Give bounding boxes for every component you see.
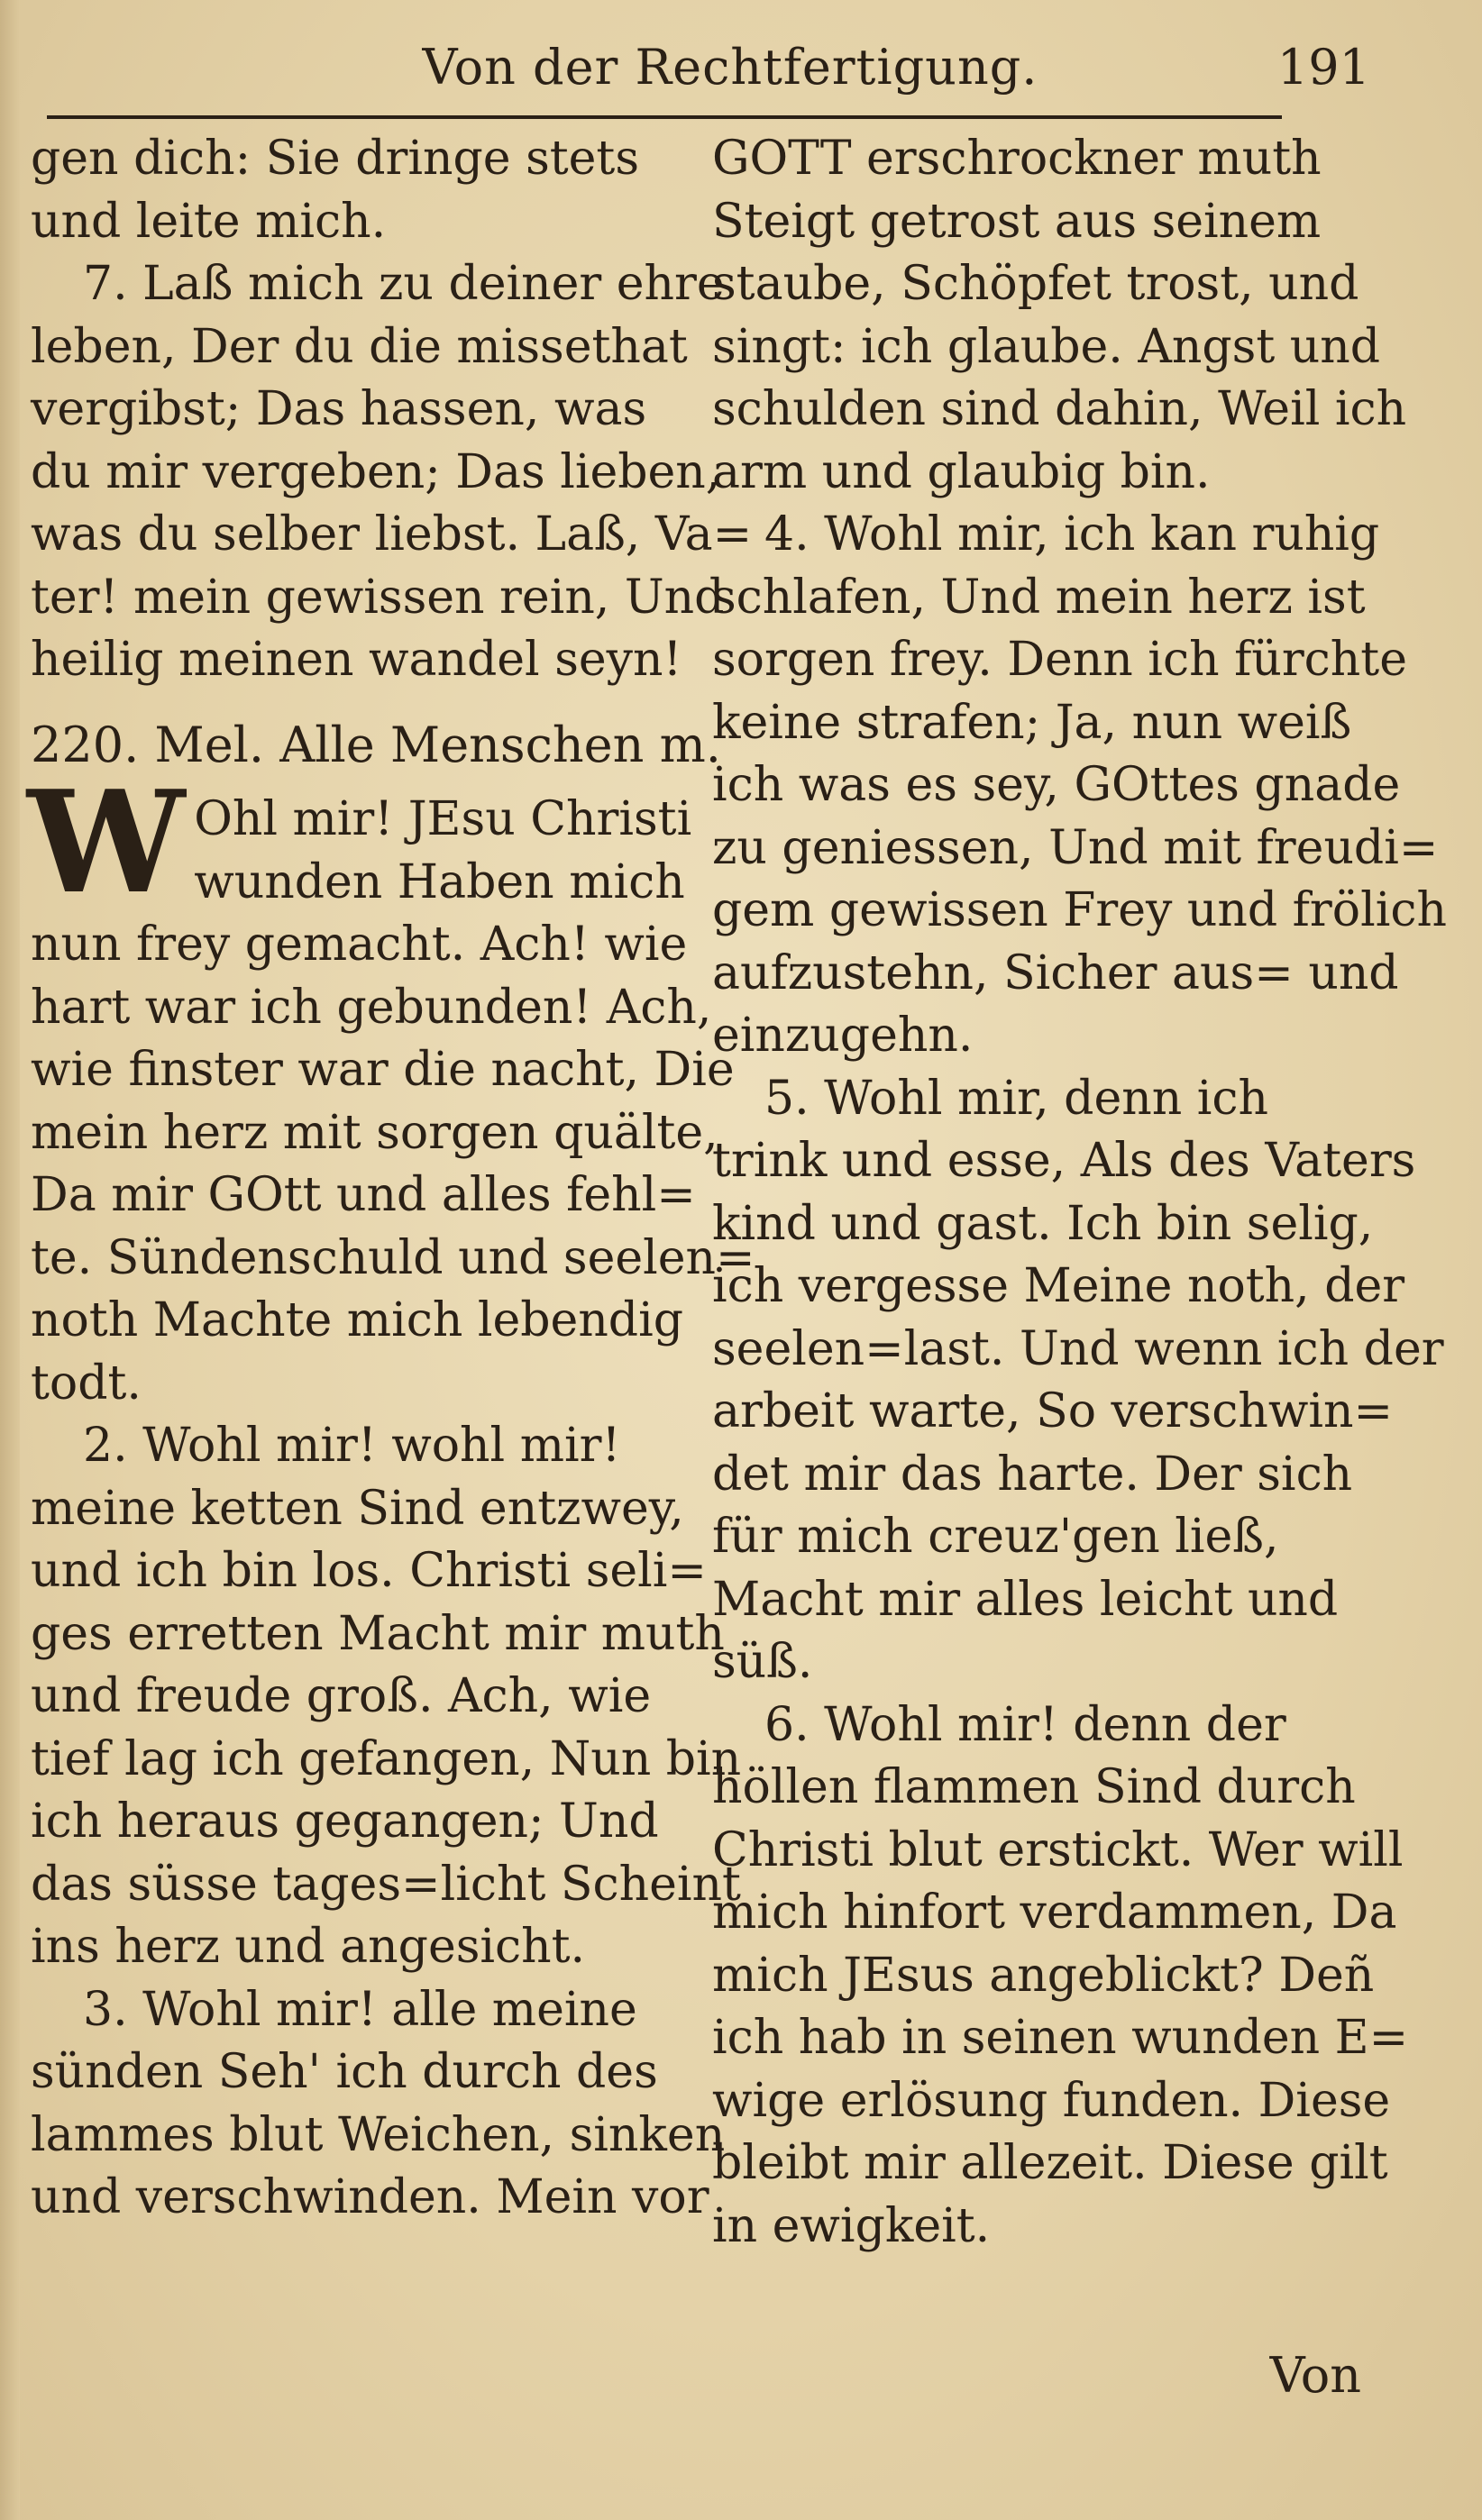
text-line: schulden sind dahin, Weil ich <box>712 382 1407 436</box>
text-line: singt: ich glaube. Angst und <box>712 319 1381 374</box>
text-line: einzugehn. <box>712 1009 974 1063</box>
text-line: aufzustehn, Sicher aus= und <box>712 945 1399 1000</box>
text-line: das süsse tages=licht Scheint <box>31 1857 741 1912</box>
text-line: hart war ich gebunden! Ach, <box>31 980 712 1035</box>
text-line: leben, Der du die missethat <box>31 319 688 374</box>
verse-4-line: 4. Wohl mir, ich kan ruhig <box>764 507 1380 562</box>
running-title: Von der Rechtfertigung. <box>422 39 1038 96</box>
verse-2-line: 2. Wohl mir! wohl mir! <box>83 1419 621 1473</box>
text-line: höllen flammen Sind durch <box>712 1760 1356 1814</box>
verse-3-line: 3. Wohl mir! alle meine <box>83 1982 637 2037</box>
text-line: mich hinfort verdammen, Da <box>712 1885 1397 1940</box>
catchword: Von <box>1269 2347 1361 2404</box>
left-column <box>27 128 755 2230</box>
text-line: Steigt getrost aus seinem <box>712 194 1322 249</box>
text-line: trink und esse, Als des Vaters <box>712 1134 1416 1188</box>
verse-7-line: 7. Laß mich zu deiner ehre <box>83 257 725 311</box>
text-line: bleibt mir allezeit. Diese gilt <box>712 2136 1388 2190</box>
text-line: GOTT erschrockner muth <box>712 132 1322 186</box>
text-line: sünden Seh' ich durch des <box>31 2045 658 2099</box>
text-line: und verschwinden. Mein vor <box>31 2170 709 2224</box>
page-number: 191 <box>1276 39 1370 96</box>
text-line: ich hab in seinen wunden E= <box>712 2011 1409 2065</box>
text-line: todt. <box>31 1356 142 1411</box>
text-line: ich vergesse Meine noth, der <box>712 1259 1405 1313</box>
text-line: ter! mein gewissen rein, Und <box>31 570 725 625</box>
text-line: und ich bin los. Christi seli= <box>31 1544 707 1598</box>
text-line: te. Sündenschuld und seelen= <box>31 1230 755 1285</box>
text-line: gen dich: Sie dringe stets <box>31 132 640 186</box>
text-line: ich was es sey, GOttes gnade <box>712 758 1401 812</box>
text-line: ges erretten Macht mir muth <box>31 1606 725 1661</box>
text-line: Da mir GOtt und alles fehl= <box>31 1168 696 1222</box>
text-line: wige erlösung funden. Diese <box>712 2073 1391 2128</box>
text-line: zu geniessen, Und mit freudi= <box>712 820 1439 875</box>
text-line: was du selber liebst. Laß, Va= <box>31 507 753 562</box>
text-line: sorgen frey. Denn ich fürchte <box>712 633 1407 687</box>
text-line: noth Machte mich lebendig <box>31 1293 684 1347</box>
text-line: Ohl mir! JEsu Christi <box>194 792 692 846</box>
text-line: tief lag ich gefangen, Nun bin <box>31 1731 742 1786</box>
right-column <box>712 128 1447 2258</box>
text-line: meine ketten Sind entzwey, <box>31 1481 684 1536</box>
text-line: und freude groß. Ach, wie <box>31 1669 652 1723</box>
text-line: wunden Haben mich <box>194 854 685 909</box>
text-line: ins herz und angesicht. <box>31 1920 586 1974</box>
text-line: arbeit warte, So verschwin= <box>712 1384 1394 1438</box>
text-line: nun frey gemacht. Ach! wie <box>31 918 688 972</box>
text-line: kind und gast. Ich bin selig, <box>712 1196 1374 1251</box>
text-line: in ewigkeit. <box>712 2198 991 2253</box>
drop-cap: W <box>27 760 186 925</box>
text-line: wie finster war die nacht, Die <box>31 1043 735 1097</box>
text-line: ich heraus gegangen; Und <box>31 1794 659 1849</box>
verse-5-line: 5. Wohl mir, denn ich <box>764 1071 1268 1126</box>
text-line: staube, Schöpfet trost, und <box>712 257 1359 311</box>
page-edge-shadow <box>0 0 20 2520</box>
text-line: du mir vergeben; Das lieben, <box>31 444 721 499</box>
text-line: seelen=last. Und wenn ich der <box>712 1321 1444 1376</box>
text-line: det mir das harte. Der sich <box>712 1447 1353 1502</box>
text-line: mich JEsus angeblickt? Deñ <box>712 1948 1375 2003</box>
text-line: Christi blut erstickt. Wer will <box>712 1822 1404 1877</box>
text-line: arm und glaubig bin. <box>712 444 1211 499</box>
text-line: und leite mich. <box>31 194 387 249</box>
verse-6-line: 6. Wohl mir! denn der <box>764 1697 1286 1752</box>
text-line: keine strafen; Ja, nun weiß <box>712 695 1352 750</box>
hymn-title: 220. Mel. Alle Menschen m. <box>31 716 721 773</box>
hymn-opening <box>27 760 692 925</box>
text-line: für mich creuz'gen ließ, <box>712 1510 1279 1564</box>
text-line: mein herz mit sorgen quälte, <box>31 1105 718 1160</box>
text-line: vergibst; Das hassen, was <box>31 382 647 436</box>
header-rule <box>47 115 1282 119</box>
page-header <box>0 36 1482 99</box>
text-line: gem gewissen Frey und frölich <box>712 883 1447 937</box>
text-line: lammes blut Weichen, sinken <box>31 2107 726 2162</box>
text-line: heilig meinen wandel seyn! <box>31 633 682 687</box>
text-line: Macht mir alles leicht und <box>712 1572 1339 1627</box>
text-line: süß. <box>712 1635 813 1689</box>
text-line: schlafen, Und mein herz ist <box>712 570 1366 625</box>
